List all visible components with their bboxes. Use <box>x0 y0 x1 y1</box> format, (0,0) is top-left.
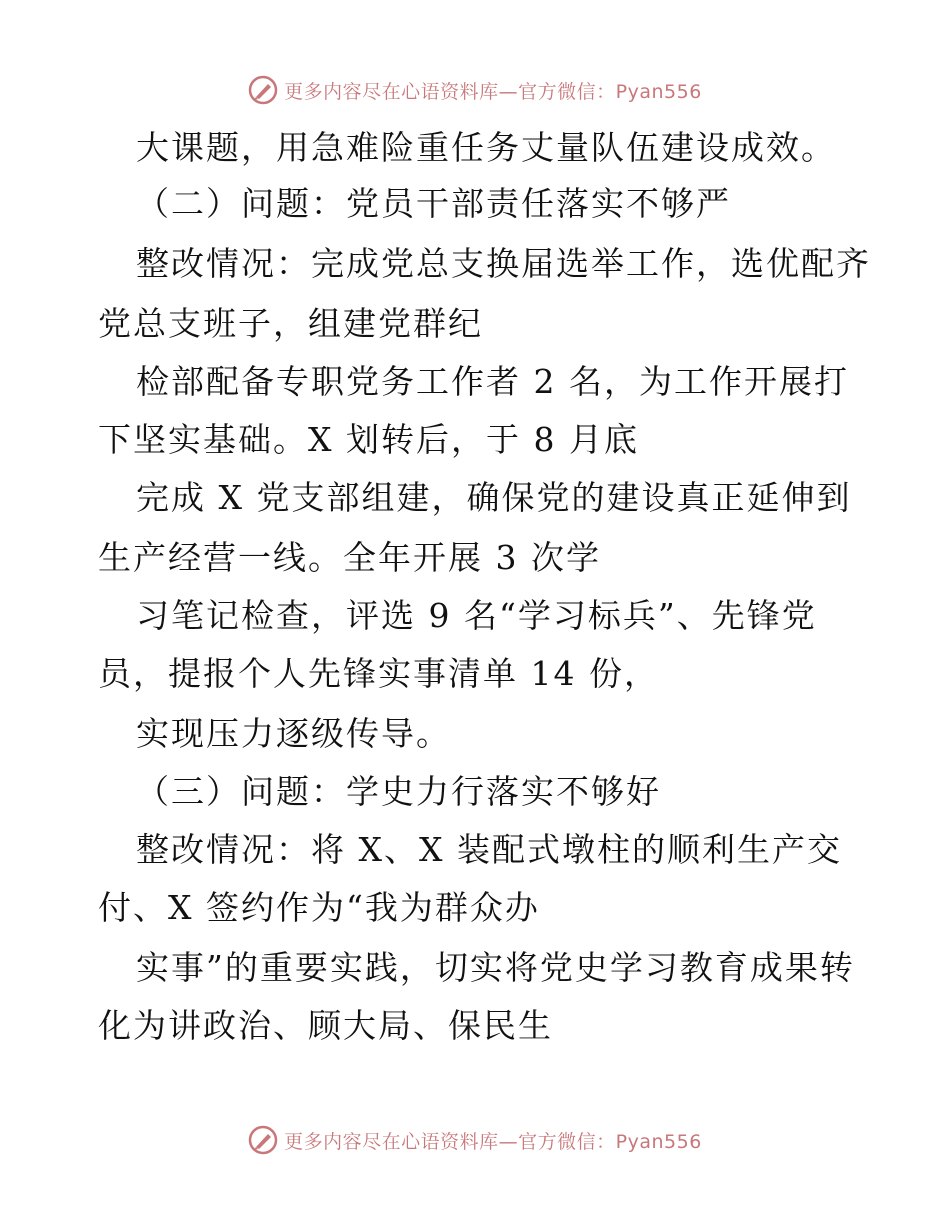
text-line: 实事”的重要实践，切实将党史学习教育成果转 <box>136 948 855 987</box>
section-heading: （三）问题：学史力行落实不够好 <box>136 772 661 811</box>
text-line: 化为讲政治、顾大局、保民生 <box>98 1006 553 1045</box>
header-watermark <box>0 72 950 108</box>
text-line: 生产经营一线。全年开展 3 次学 <box>98 538 601 577</box>
footer-watermark <box>0 1122 950 1158</box>
text-line: 整改情况：将 X、X 装配式墩柱的顺利生产交 <box>136 830 842 869</box>
section-heading: （二）问题：党员干部责任落实不够严 <box>136 184 731 223</box>
text-line: 完成 X 党支部组建，确保党的建设真正延伸到 <box>136 478 852 517</box>
text-line: 付、X 签约作为“我为群众办 <box>98 888 540 927</box>
text-line: 习笔记检查，评选 9 名“学习标兵”、先锋党 <box>136 596 817 635</box>
text-line: 大课题，用急难险重任务丈量队伍建设成效。 <box>136 128 836 167</box>
text-line: 检部配备专职党务工作者 2 名，为工作开展打 <box>136 362 849 401</box>
watermark-text: 更多内容尽在心语资料库—官方微信：Pyan556 <box>284 1130 702 1153</box>
watermark-text: 更多内容尽在心语资料库—官方微信：Pyan556 <box>284 80 702 103</box>
text-line: 实现压力逐级传导。 <box>136 714 451 753</box>
quill-pen-logo-icon <box>248 1125 278 1155</box>
quill-pen-logo-icon <box>248 75 278 105</box>
text-line: 党总支班子，组建党群纪 <box>98 304 483 343</box>
text-line: 下坚实基础。X 划转后，于 8 月底 <box>98 420 639 459</box>
text-line: 员，提报个人先锋实事清单 14 份， <box>98 654 659 693</box>
text-line: 整改情况：完成党总支换届选举工作，选优配齐 <box>136 244 871 283</box>
